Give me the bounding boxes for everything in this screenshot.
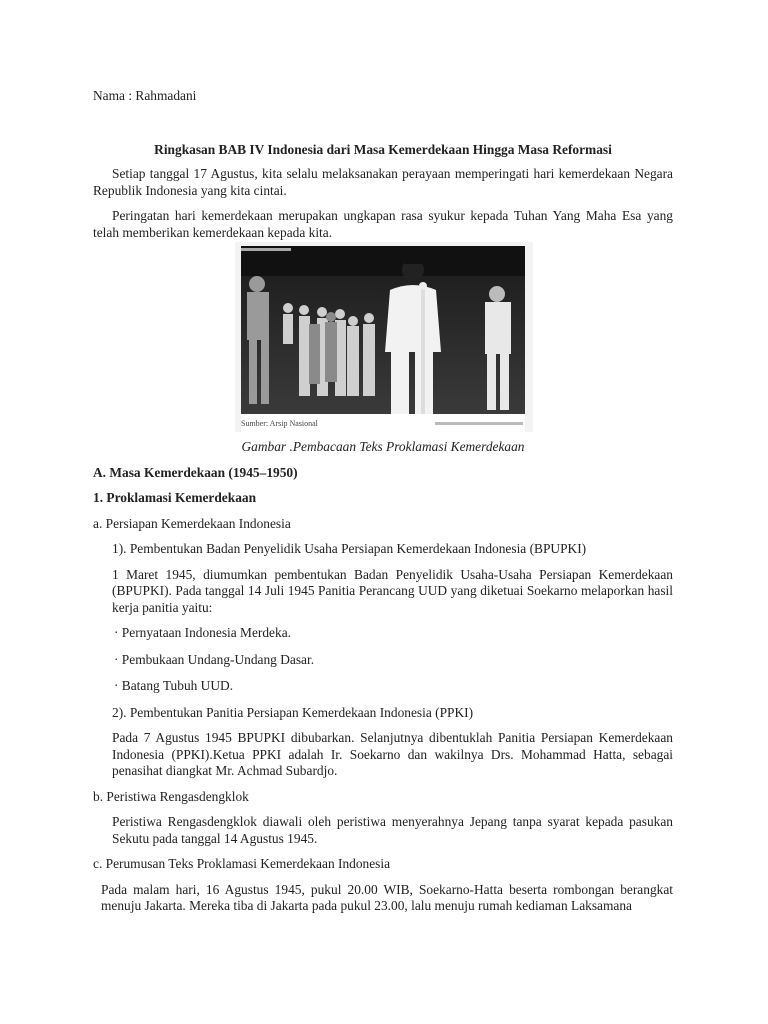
photo-source-label: Sumber: Arsip Nasional	[241, 419, 318, 428]
item-2-paragraph: Pada 7 Agustus 1945 BPUPKI dibubarkan. Selanjutnya dibentuklah Panitia Persiapan Kemerdekaan Indonesia (PPKI).Ketua PPKI adalah Ir. Soekarno dan wakilnya Drs. Mohammad Hatta, sebagai penasihat diangkat Mr. Achmad Subardjo.	[112, 730, 673, 778]
intro-paragraph-2: Peringatan hari kemerdekaan merupakan ungkapan rasa syukur kepada Tuhan Yang Maha Esa yang telah memberikan kemerdekaan kepada kita.	[93, 208, 673, 240]
item-2-heading: 2). Pembentukan Panitia Persiapan Kemerdekaan Indonesia (PPKI)	[112, 704, 474, 720]
list-item: · Pernyataan Indonesia Merdeka.	[114, 625, 291, 640]
proclamation-photo-figure	[235, 242, 533, 432]
intro-paragraph-1: Setiap tanggal 17 Agustus, kita selalu melaksanakan perayaan memperingati hari kemerdekaan Negara Republik Indonesia yang kita cintai.	[93, 166, 673, 198]
item-1-heading: 1). Pembentukan Badan Penyelidik Usaha Persiapan Kemerdekaan Indonesia (BPUPKI)	[112, 541, 587, 556]
author-name: Nama : Rahmadani	[93, 88, 197, 103]
subsection-b-paragraph: Peristiwa Rengasdengklok diawali oleh peristiwa menyerahnya Jepang tanpa syarat kepada pasukan Sekutu pada tanggal 14 Agustus 1945.	[112, 814, 673, 846]
figure-caption: Gambar .Pembacaan Teks Proklamasi Kemerdekaan	[241, 439, 525, 454]
subsection-b-heading: b. Peristiwa Rengasdengklok	[93, 788, 249, 804]
item-1-paragraph: 1 Maret 1945, diumumkan pembentukan Badan Penyelidik Usaha-Usaha Persiapan Kemerdekaan (BPUPKI). Pada tanggal 14 Juli 1945 Panitia Perancang UUD yang diketuai Soekarno melaporkan hasil kerja panitia yaitu:	[112, 566, 673, 615]
list-item: · Batang Tubuh UUD.	[114, 678, 234, 693]
list-item: · Pembukaan Undang-Undang Dasar.	[114, 651, 315, 667]
subsection-c-paragraph: Pada malam hari, 16 Agustus 1945, pukul 20.00 WIB, Soekarno-Hatta beserta rombongan berangkat menuju Jakarta. Mereka tiba di Jakarta pada pukul 23.00, lalu menuju rumah kediaman Laksamana	[101, 881, 673, 913]
document-title: Ringkasan BAB IV Indonesia dari Masa Kemerdekaan Hingga Masa Reformasi	[154, 141, 612, 157]
subsection-a-heading: a. Persiapan Kemerdekaan Indonesia	[93, 515, 291, 531]
section-a-heading: A. Masa Kemerdekaan (1945–1950)	[93, 464, 298, 480]
subsection-c-heading: c. Perumusan Teks Proklamasi Kemerdekaan Indonesia	[93, 856, 391, 871]
proclamation-photo	[235, 242, 533, 432]
section-1-heading: 1. Proklamasi Kemerdekaan	[93, 490, 257, 505]
document-body	[93, 88, 673, 915]
